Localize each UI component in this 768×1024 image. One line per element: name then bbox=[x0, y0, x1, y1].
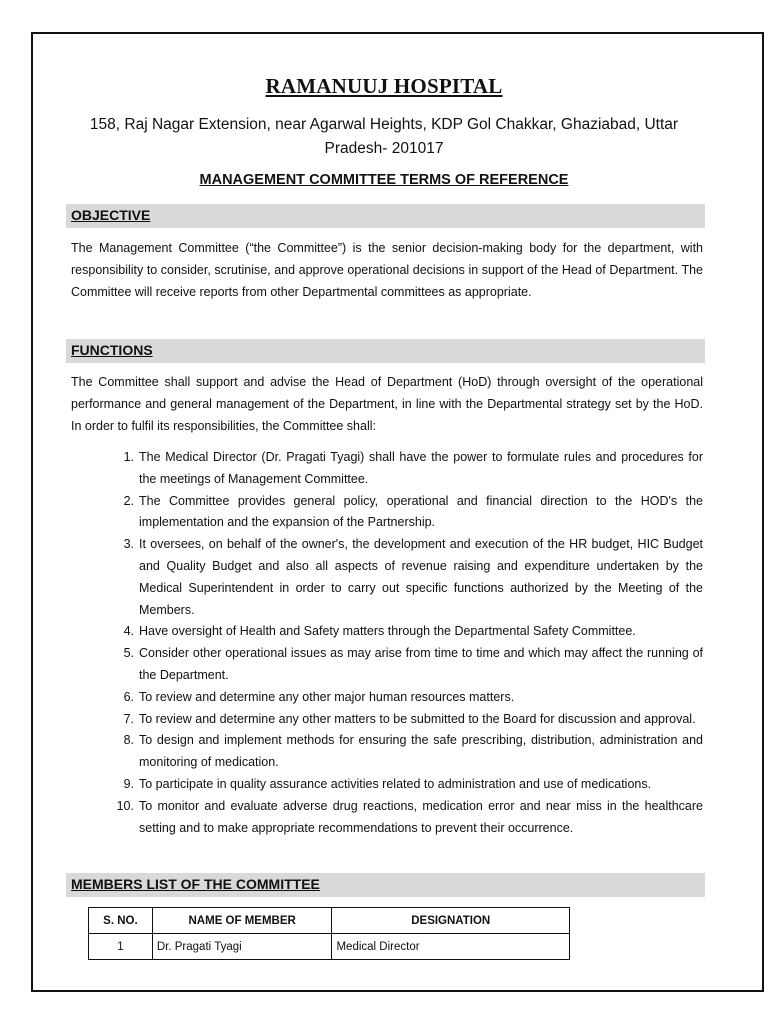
list-item-text: To monitor and evaluate adverse drug reactions, medication error and near miss in the healthcare setting and to make appropriate recommendations to prevent their occurrence. bbox=[139, 798, 703, 835]
list-item bbox=[104, 643, 703, 687]
list-item-number: 3. bbox=[123, 537, 134, 552]
member-sno: 1 bbox=[89, 934, 153, 960]
hospital-name: RAMANUUJ HOSPITAL bbox=[265, 74, 503, 98]
list-item-text: Have oversight of Health and Safety matters through the Departmental Safety Committee. bbox=[139, 624, 636, 639]
list-item-number: 2. bbox=[123, 493, 134, 508]
list-item-number: 6. bbox=[123, 689, 134, 704]
list-item-text: To review and determine any other matters to be submitted to the Board for discussion and approval. bbox=[139, 711, 696, 726]
list-item-number: 8. bbox=[123, 733, 134, 748]
column-header-designation: DESIGNATION bbox=[332, 908, 570, 934]
members-heading: MEMBERS LIST OF THE COMMITTEE bbox=[71, 876, 320, 892]
list-item-text: To design and implement methods for ensuring the safe prescribing, distribution, administration and monitoring of medication. bbox=[139, 733, 703, 770]
list-item-number: 4. bbox=[123, 624, 134, 639]
functions-intro: The Committee shall support and advise the Head of Department (HoD) through oversight of the operational performance and general management of the Department, in line with the Departmental strategy set by the HoD. In order to fulfil its responsibilities, the Committee shall: bbox=[71, 375, 703, 433]
table-header-row bbox=[89, 908, 570, 934]
list-item-number: 7. bbox=[123, 711, 134, 726]
hospital-address: 158, Raj Nagar Extension, near Agarwal Heights, KDP Gol Chakkar, Ghaziabad, Uttar Pradesh- 201017 bbox=[89, 116, 679, 157]
objective-heading: OBJECTIVE bbox=[71, 207, 151, 223]
list-item-text: The Medical Director (Dr. Pragati Tyagi) shall have the power to formulate rules and procedures for the meetings of Management Committee. bbox=[139, 450, 703, 486]
column-header-name: NAME OF MEMBER bbox=[152, 908, 332, 934]
member-name: Dr. Pragati Tyagi bbox=[152, 934, 332, 960]
members-section-bar bbox=[66, 873, 705, 897]
objective-text: The Management Committee (“the Committee”) is the senior decision-making body for the department, with responsibility to consider, scrutinise, and approve operational decisions in support of the Head of Department. The Committee will receive reports from other Departmental committees as appropriate. bbox=[71, 241, 703, 299]
list-item bbox=[104, 796, 703, 840]
objective-section-bar bbox=[66, 204, 705, 228]
list-item bbox=[104, 534, 703, 621]
functions-section-bar bbox=[66, 339, 705, 363]
functions-list bbox=[104, 447, 703, 839]
list-item-text: The Committee provides general policy, operational and financial direction to the HOD's the implementation and the expansion of the Partnership. bbox=[139, 493, 703, 530]
column-header-sno: S. NO. bbox=[89, 908, 153, 934]
list-item bbox=[104, 730, 703, 774]
list-item bbox=[104, 709, 703, 731]
list-item-text: It oversees, on behalf of the owner's, the development and execution of the HR budget, HIC Budget and Quality Budget and also all aspects of revenue raising and expenditure undertaken by the Medical Superintendent in order to carry out specific functions authorized by the Meeting of the Members. bbox=[139, 537, 703, 617]
list-item-number: 9. bbox=[123, 776, 134, 791]
list-item-number: 1. bbox=[123, 450, 134, 464]
list-item-number: 5. bbox=[123, 646, 134, 661]
list-item-number: 10. bbox=[116, 798, 134, 813]
list-item-text: To review and determine any other major human resources matters. bbox=[139, 689, 515, 704]
member-designation: Medical Director bbox=[332, 934, 570, 960]
list-item-text: Consider other operational issues as may arise from time to time and which may affect the running of the Department. bbox=[139, 646, 703, 682]
table-row bbox=[89, 934, 570, 960]
members-table bbox=[88, 907, 570, 960]
list-item bbox=[104, 491, 703, 535]
list-item bbox=[104, 447, 703, 491]
list-item bbox=[104, 687, 703, 709]
list-item bbox=[104, 621, 703, 643]
list-item-text: To participate in quality assurance activities related to administration and use of medications. bbox=[139, 776, 652, 791]
list-item bbox=[104, 774, 703, 796]
document-title: MANAGEMENT COMMITTEE TERMS OF REFERENCE bbox=[199, 172, 569, 188]
functions-heading: FUNCTIONS bbox=[71, 342, 153, 358]
